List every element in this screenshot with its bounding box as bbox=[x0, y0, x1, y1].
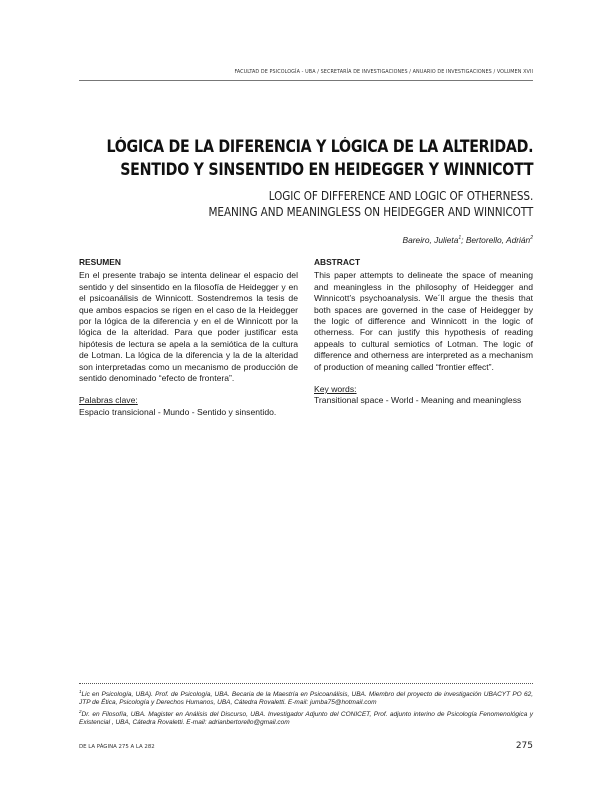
article-title bbox=[106, 135, 533, 181]
resumen-heading: RESUMEN bbox=[79, 257, 121, 267]
key-words-label-text: Key words bbox=[314, 384, 355, 395]
running-head: FACULTAD DE PSICOLOGÍA - UBA / SECRETARÍA DE INVESTIGACIONES / ANUARIO DE INVESTIGACIONES / VOLUMEN XVII bbox=[234, 69, 533, 75]
resumen-column bbox=[79, 257, 298, 418]
footnote-2-mark: 2 bbox=[79, 708, 82, 714]
footnote-1-mark: 1 bbox=[79, 689, 82, 694]
footnote-1-text: Lic en Psicología, UBA). Prof. de Psicología, UBA. Becaria de la Maestría en Psicoanálisis, UBA. Miembro del proyecto de investigación UBACYT PO 62, JTP de Ética, Psicología y Derechos Humanos, UBA, Cátedra Rovaletti. E-mail: jumba75@hotmail.com bbox=[79, 691, 533, 707]
footnote-1 bbox=[79, 688, 533, 708]
footnote-2 bbox=[79, 708, 533, 728]
palabras-clave-label: Palabras clave: bbox=[79, 395, 138, 406]
palabras-clave: Espacio transicional - Mundo - Sentido y sinsentido. bbox=[79, 406, 277, 417]
title-line-1: LÓGICA DE LA DIFERENCIA Y LÓGICA DE LA ALTERIDAD. bbox=[106, 137, 533, 156]
author-2: Bertorello, Adrián bbox=[465, 235, 531, 245]
footnote-2-text: Dr. en Filosofía, UBA. Magister en Análisis del Discurso, UBA. Investigador Adjunto del CONICET, Prof. adjunto interino de Psicología Fenomenológica y Existencial , UBA, Cátedra Rovaletti. E-mail: adrianbertorello@gmail.com bbox=[79, 710, 533, 727]
abstract-heading: ABSTRACT bbox=[314, 257, 361, 267]
page-range: DE LA PÁGINA 275 A LA 282 bbox=[79, 744, 155, 750]
key-words: Transitional space - World - Meaning and meaningless bbox=[314, 395, 522, 406]
abstract-column bbox=[314, 257, 533, 407]
resumen-body: En el presente trabajo se intenta delinear el espacio del sentido y del sinsentido en la filosofía de Heidegger y en el psicoanálisis de Winnicott. Sostendremos la tesis de que ambos espacios se rigen en el caso de la Heidegger por la lógica de la diferencia y en el de Winnicott por la lógica de la alteridad. Para que poder justificar esta hipótesis de lectura se apela a la semiótica de la cultura de Lotman. La lógica de la diferencia y la de la alteridad son interpretadas como un mecanismo de producción de sentido denominado “efecto de frontera”. bbox=[79, 270, 298, 384]
subtitle-line-2: MEANING AND MEANINGLESS ON HEIDEGGER AND WINNICOTT bbox=[208, 205, 533, 219]
subtitle-line-1: LOGIC OF DIFFERENCE AND LOGIC OF OTHERNESS. bbox=[268, 189, 533, 203]
author-1-footnote-mark: 1 bbox=[458, 235, 462, 242]
author-1: Bareiro, Julieta bbox=[402, 235, 459, 245]
footnote-separator bbox=[79, 683, 533, 684]
header-rule bbox=[79, 80, 533, 81]
title-line-2: SENTIDO Y SINSENTIDO EN HEIDEGGER Y WINNICOTT bbox=[119, 160, 533, 179]
abstract-body: This paper attempts to delineate the space of meaning and meaningless in the philosophy of Heidegger and Winnicott’s psychoanalysis. We´ll argue the thesis that both spaces are governed in the case of Heidegger by the logic of difference and Winnicott in the logic of otherness. For can justify this hypothesis of reading appeals to cultural semiotics of Lotman. The logic of difference and otherness are interpreted as a mechanism of production of meaning called “frontier effect”. bbox=[314, 270, 533, 372]
footnotes bbox=[79, 688, 533, 728]
page-number: 275 bbox=[515, 741, 533, 751]
author-separator: ; bbox=[461, 235, 466, 245]
palabras-clave-label-text: Palabras clave bbox=[79, 395, 136, 406]
article-subtitle-english bbox=[208, 188, 533, 220]
key-words-label: Key words: bbox=[314, 384, 357, 395]
author-2-footnote-mark: 2 bbox=[530, 235, 533, 242]
author-line bbox=[403, 235, 534, 245]
